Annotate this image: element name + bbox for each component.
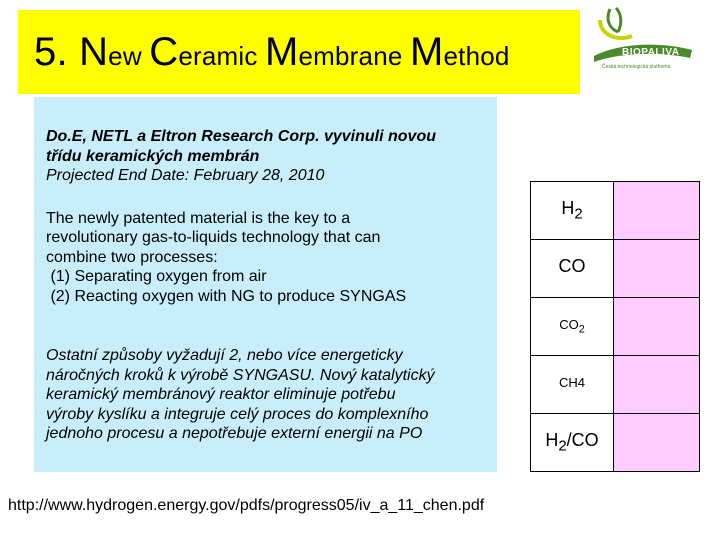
text-line: náročných kroků k výrobě SYNGASU. Nový katalytický: [46, 366, 435, 384]
table-row: [531, 182, 700, 240]
pink-cell: [614, 298, 700, 356]
title-banner: [18, 10, 580, 94]
text-line: (1) Separating oxygen from air: [46, 268, 267, 285]
content-panel: [34, 97, 497, 472]
pink-cell: [614, 356, 700, 414]
table-row: [531, 240, 700, 298]
text-line: výroby kyslíku a integruje celý proces do komplexního: [46, 405, 429, 423]
gas-cell: $CO_2$: [531, 298, 614, 356]
text-line: jednoho procesu a nepotřebuje externí energii na PO: [46, 425, 423, 442]
gas-table: [530, 181, 700, 472]
source-url: http://www.hydrogen.energy.gov/pdfs/progress05/iv_a_11_chen.pdf: [8, 497, 485, 514]
text-line: (2) Reacting oxygen with NG to produce SYNGAS: [46, 287, 407, 305]
title-word-4-cap: M: [409, 30, 444, 74]
table-row: [531, 298, 700, 356]
title-word-4-rest: ethod: [443, 41, 510, 71]
paragraph-patented-material: [46, 209, 489, 307]
title-word-1-cap: 5. N: [34, 30, 109, 74]
gas-cell: CH4: [531, 356, 614, 414]
text-line: Ostatní způsoby vyžadují 2, nebo více energeticky: [46, 347, 403, 364]
title-word-2-cap: C: [149, 30, 179, 74]
pink-cell: [614, 240, 700, 298]
text-line: Do.E, NETL a Eltron Research Corp. vyvinuli novou: [46, 128, 436, 145]
table-row: [531, 414, 700, 472]
text-line: combine two processes:: [46, 248, 218, 266]
text-line: The newly patented material is the key to a: [46, 209, 351, 227]
title-word-1-rest: ew: [108, 41, 150, 71]
table-row: [531, 356, 700, 414]
gas-cell: $H_2/CO$: [531, 414, 614, 472]
text-line: keramický membránový reaktor eliminuje potřebu: [46, 386, 396, 403]
gas-cell: $H_2$: [531, 182, 614, 240]
slide-title: [34, 32, 510, 72]
text-line: revolutionary gas-to-liquids technology that can: [46, 229, 381, 246]
title-word-2-rest: eramic: [178, 41, 265, 71]
text-line: třídu keramických membrán: [46, 147, 260, 165]
paragraph-other-methods: [46, 346, 489, 444]
logo-name: BIOPALIVA: [622, 47, 680, 58]
biopaliva-logo: [592, 6, 712, 76]
title-word-3-cap: M: [264, 30, 299, 74]
end-date-line: Projected End Date: February 28, 2010: [46, 167, 325, 184]
pink-cell: [614, 182, 700, 240]
gas-cell: CO: [531, 240, 614, 298]
logo-subtitle: Česká technologická platforma: [602, 64, 671, 70]
paragraph-eltron: [46, 127, 489, 166]
title-word-3-rest: embrane: [298, 41, 410, 71]
pink-cell: [614, 414, 700, 472]
